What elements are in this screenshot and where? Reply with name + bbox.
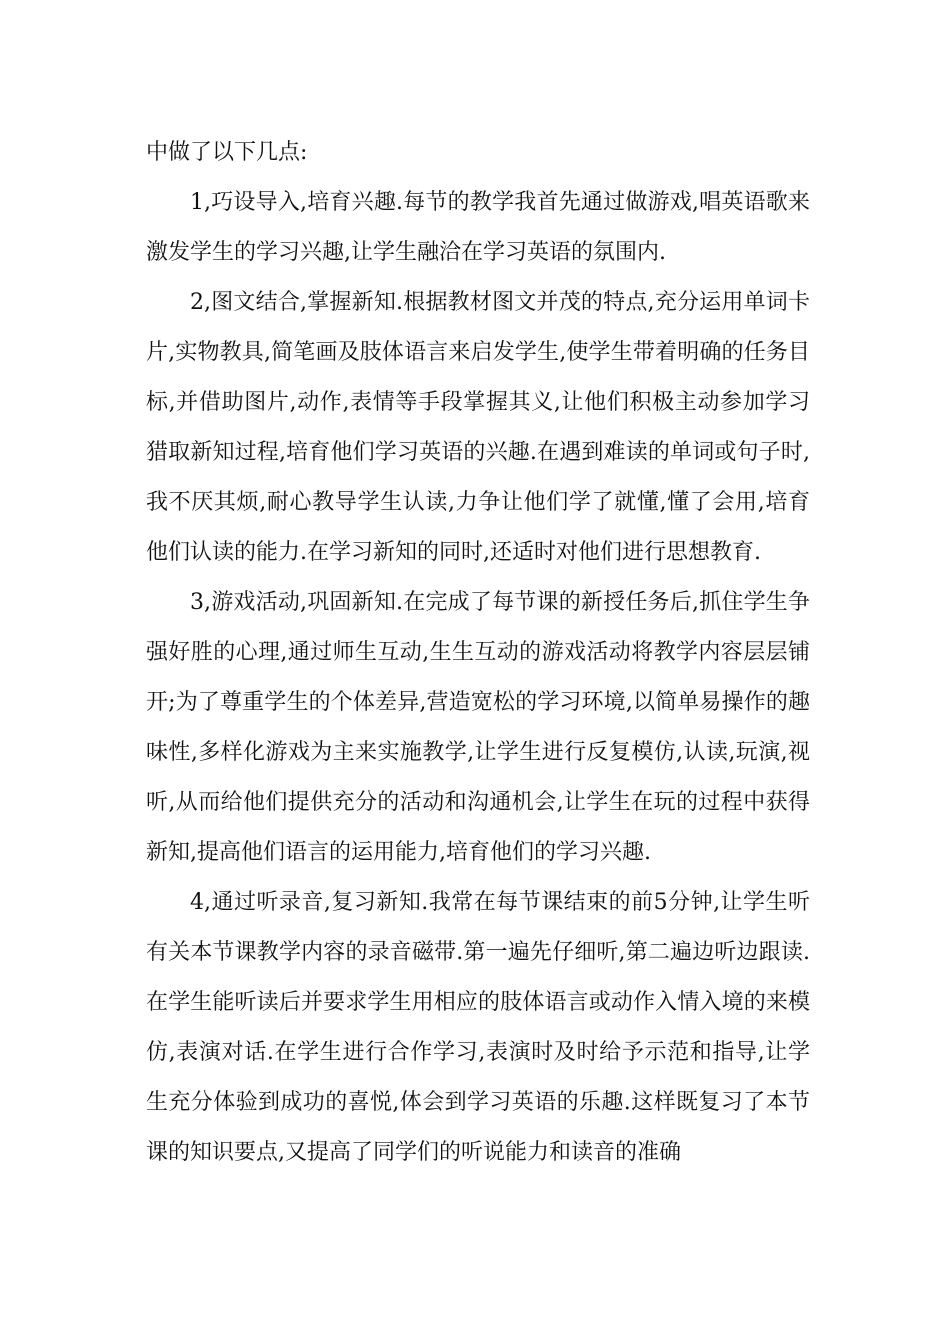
paragraph-point-1: 1,巧设导入,培育兴趣.每节的教学我首先通过做游戏,唱英语歌来激发学生的学习兴趣,让学生融洽在学习英语的氛围内.: [146, 190, 810, 265]
paragraph-point-4: 4,通过听录音,复习新知.我常在每节课结束的前5分钟,让学生听有关本节课教学内容的录音磁带.第一遍先仔细听,第二遍边听边跟读.在学生能听读后并要求学生用相应的肢体语言或动作入情入境的来模仿,表演对话.在学生进行合作学习,表演时及时给予示范和指导,让学生充分体验到成功的喜悦,体会到学习英语的乐趣.这样既复习了本节课的知识要点,又提高了同学们的听说能力和读音的准确: [146, 890, 810, 1165]
paragraph-point-3: 3,游戏活动,巩固新知.在完成了每节课的新授任务后,抓住学生争强好胜的心理,通过师生互动,生生互动的游戏活动将教学内容层层铺开;为了尊重学生的个体差异,营造宽松的学习环境,以简单易操作的趣味性,多样化游戏为主来实施教学,让学生进行反复模仿,认读,玩演,视听,从而给他们提供充分的活动和沟通机会,让学生在玩的过程中获得新知,提高他们语言的运用能力,培育他们的学习兴趣.: [146, 590, 810, 865]
paragraph-intro: 中做了以下几点:: [146, 140, 308, 165]
paragraph-point-2: 2,图文结合,掌握新知.根据教材图文并茂的特点,充分运用单词卡片,实物教具,简笔画及肢体语言来启发学生,使学生带着明确的任务目标,并借助图片,动作,表情等手段掌握其义,让他们积极主动参加学习猎取新知过程,培育他们学习英语的兴趣.在遇到难读的单词或句子时,我不厌其烦,耐心教导学生认读,力争让他们学了就懂,懂了会用,培育他们认读的能力.在学习新知的同时,还适时对他们进行思想教育.: [146, 290, 810, 565]
body-text: [146, 128, 810, 1178]
